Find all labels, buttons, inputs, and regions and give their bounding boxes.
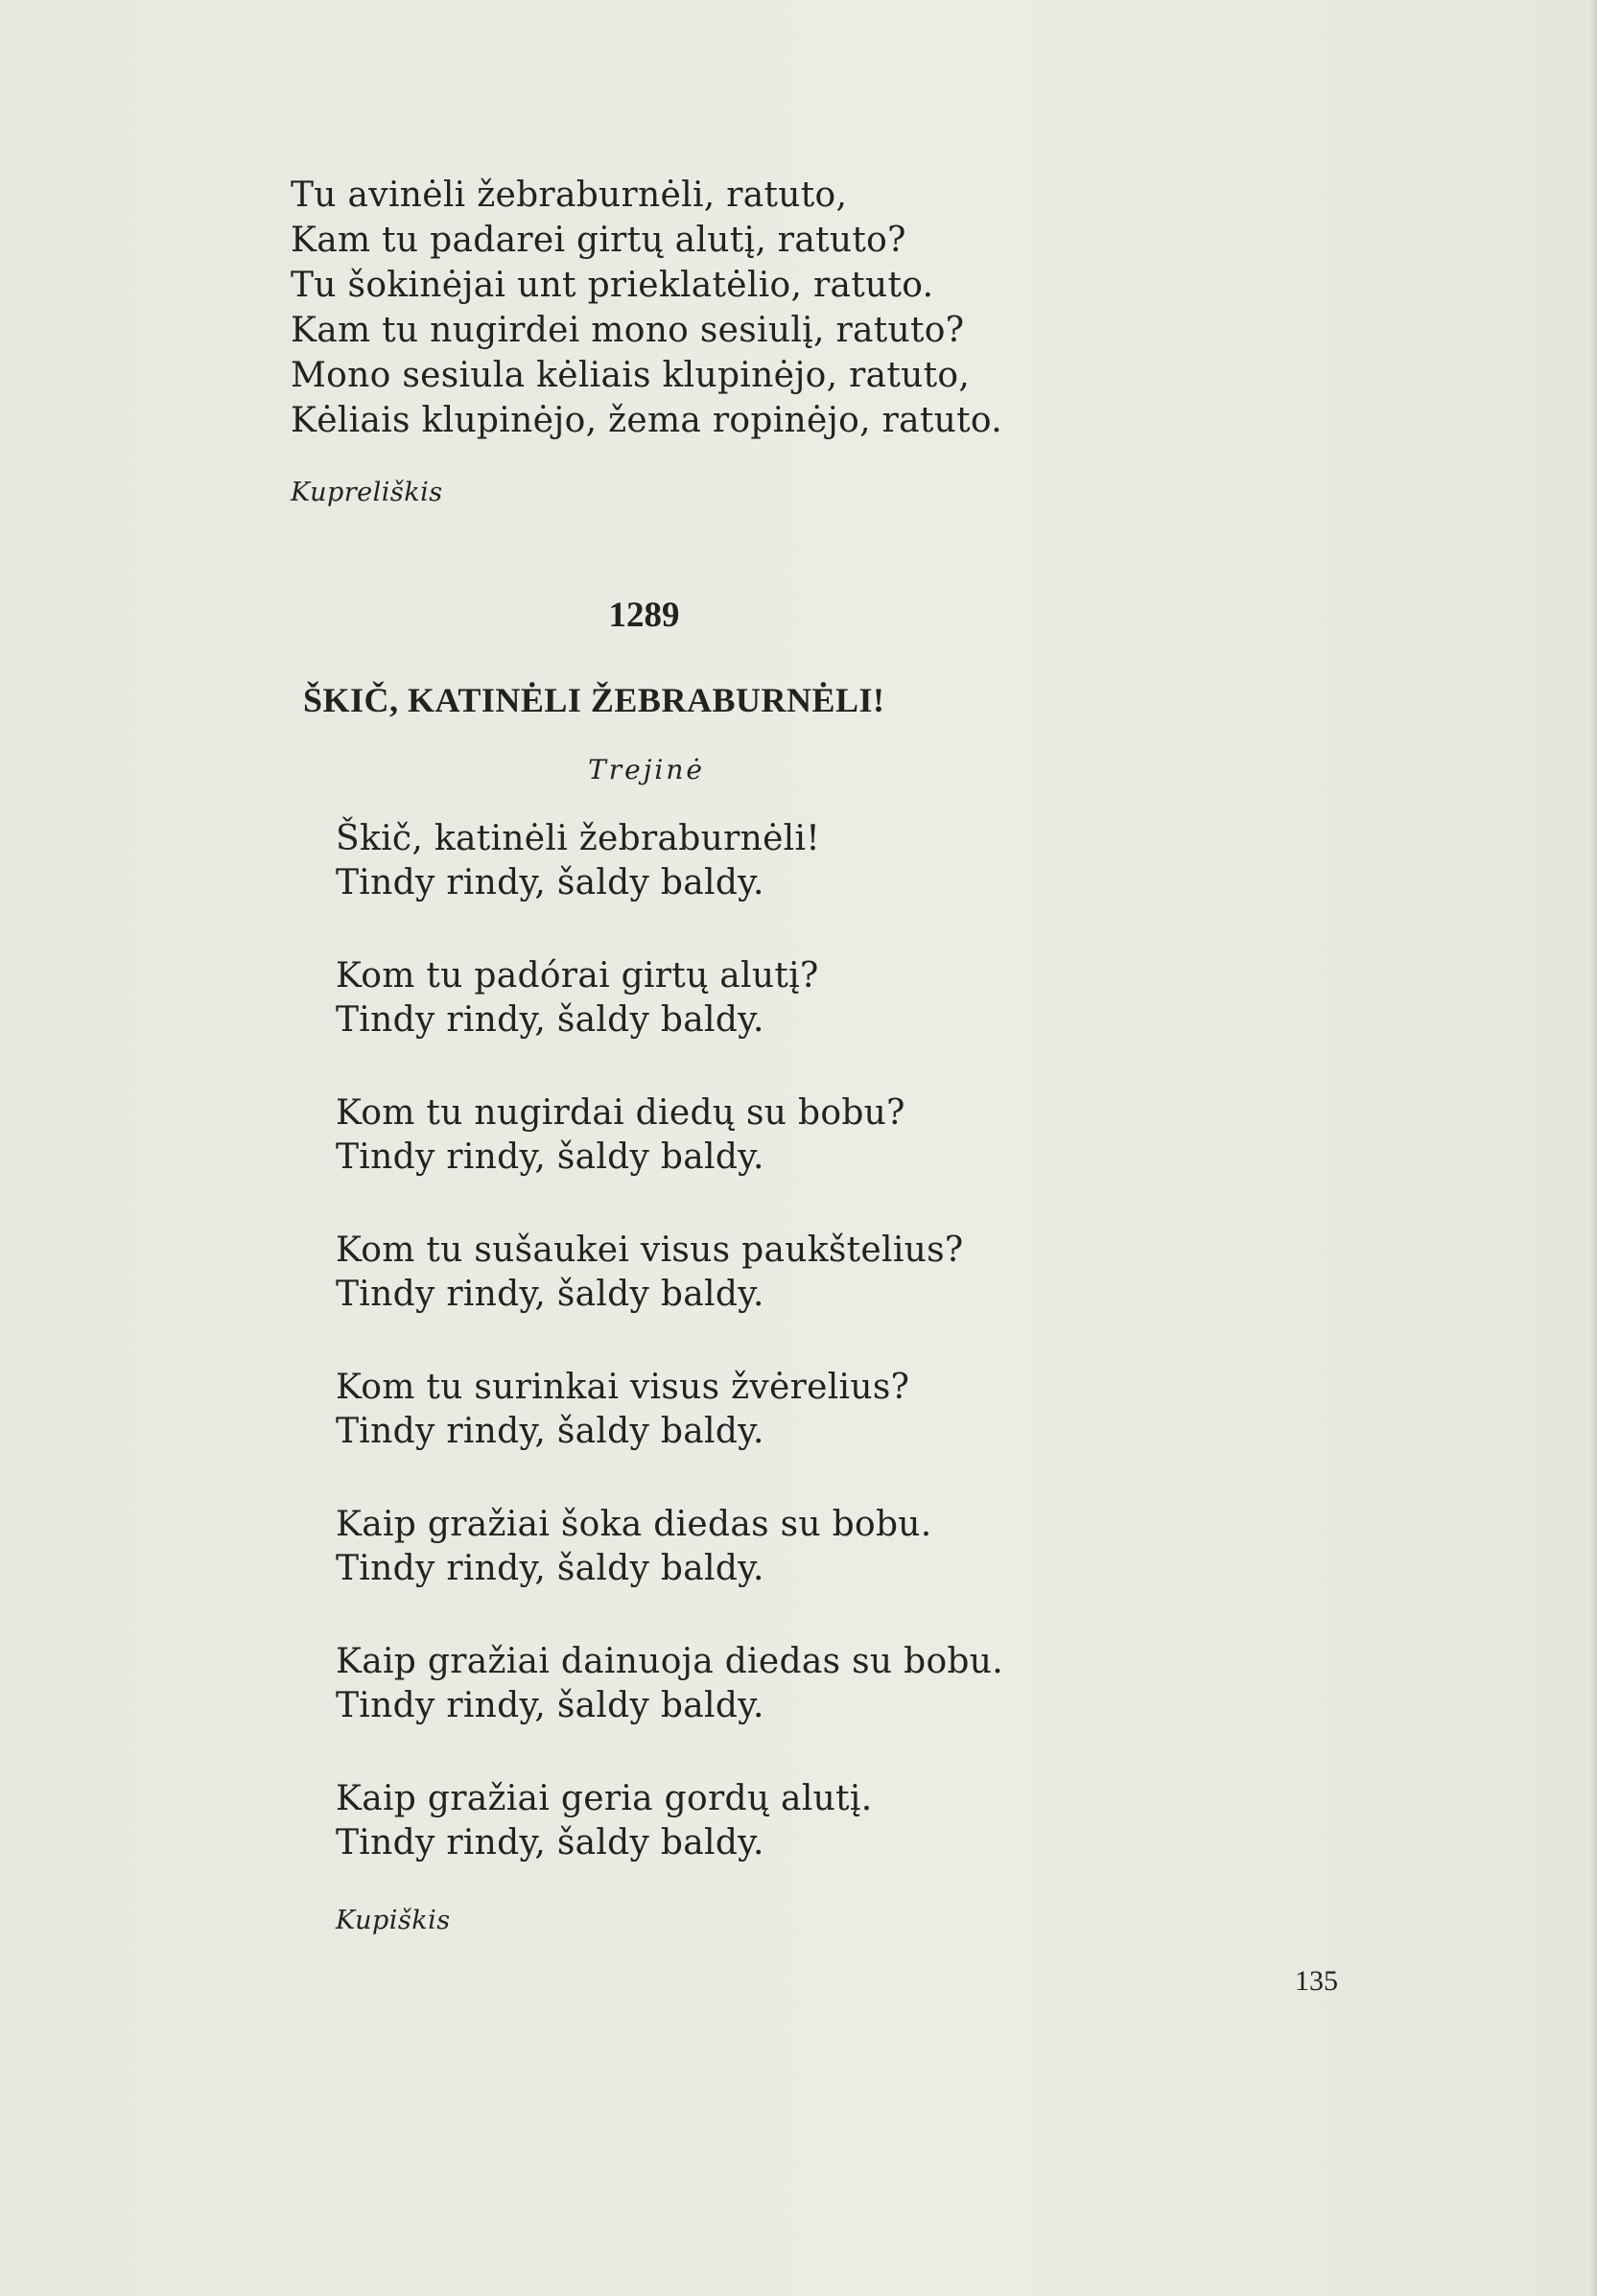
- refrain-line: Tindy rindy, šaldy baldy.: [336, 1000, 764, 1040]
- refrain-line: Tindy rindy, šaldy baldy.: [336, 1686, 764, 1725]
- place-name: Kupreliškis: [291, 478, 443, 507]
- refrain-line: Tindy rindy, šaldy baldy.: [336, 1549, 764, 1588]
- verse-line: Kom tu nugirdai diedų su bobu?: [336, 1093, 905, 1133]
- verse-line: Tu šokinėjai unt prieklatėlio, ratuto.: [291, 266, 934, 305]
- verse-line: Mono sesiula kėliais klupinėjo, ratuto,: [291, 356, 971, 395]
- stanza: [336, 817, 1003, 905]
- song-number: 1289: [608, 596, 680, 635]
- stanza: [336, 1229, 1003, 1317]
- stanza: [336, 1503, 1003, 1591]
- refrain-line: Tindy rindy, šaldy baldy.: [336, 1275, 764, 1314]
- stanza: [336, 1366, 1003, 1454]
- verse-line: Kaip gražiai šoka diedas su bobu.: [336, 1505, 932, 1544]
- verse-line: Kaip gražiai dainuoja diedas su bobu.: [336, 1642, 1003, 1681]
- verse-line: Kom tu surinkai visus žvėrelius?: [336, 1368, 910, 1407]
- stanza: [336, 1640, 1003, 1728]
- verse-line: Kėliais klupinėjo, žema ropinėjo, ratuto.: [291, 401, 1002, 440]
- refrain-line: Tindy rindy, šaldy baldy.: [336, 1823, 764, 1863]
- previous-song-ending: [291, 173, 1002, 443]
- refrain-line: Tindy rindy, šaldy baldy.: [336, 863, 764, 902]
- page-number: 135: [1295, 1965, 1338, 1997]
- verse-line: Škič, katinėli žebraburnėli!: [336, 819, 821, 858]
- page-edge-shadow: [1589, 0, 1597, 2296]
- verse-line: Kaip gražiai geria gordų alutį.: [336, 1779, 873, 1818]
- stanza: [336, 1777, 1003, 1865]
- stanza: [336, 954, 1003, 1043]
- verse-line: Kam tu padarei girtų alutį, ratuto?: [291, 221, 906, 260]
- refrain-line: Tindy rindy, šaldy baldy.: [336, 1412, 764, 1451]
- verse-line: Kom tu sušaukei visus paukštelius?: [336, 1230, 964, 1270]
- refrain-line: Tindy rindy, šaldy baldy.: [336, 1137, 764, 1177]
- song-stanzas: [336, 817, 1003, 1914]
- place-name: Kupiškis: [336, 1906, 451, 1935]
- stanza: [336, 1091, 1003, 1180]
- verse-line: Tu avinėli žebraburnėli, ratuto,: [291, 176, 848, 215]
- verse-line: Kam tu nugirdei mono sesiulį, ratuto?: [291, 311, 965, 350]
- song-title: ŠKIČ, KATINĖLI ŽEBRABURNĖLI!: [303, 681, 885, 719]
- verse-line: Kom tu padórai girtų alutį?: [336, 956, 819, 996]
- song-subtitle: Trejinė: [588, 754, 705, 785]
